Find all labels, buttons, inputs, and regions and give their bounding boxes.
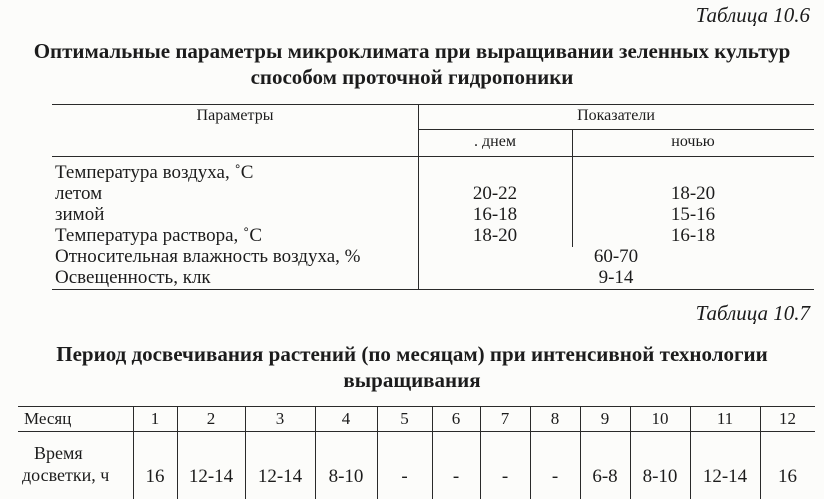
table-rule: [18, 431, 815, 432]
night-value: 15-16: [670, 204, 716, 225]
table-title: [0, 341, 824, 393]
table-rule: [18, 406, 815, 407]
month-cell: 1: [150, 409, 160, 428]
month-cell: 6: [451, 409, 461, 428]
header-night: ночью: [671, 133, 715, 150]
month-cell: 8: [550, 409, 560, 428]
param-cell: зимой: [55, 204, 105, 225]
hours-cell: 8-10: [642, 466, 678, 487]
table-rule: [52, 104, 814, 105]
night-value: 16-18: [670, 225, 716, 246]
row-label-time: Время: [34, 443, 83, 463]
table-caption: Таблица 10.7: [695, 301, 810, 325]
hours-cell: 12-14: [188, 466, 234, 487]
month-cell: 11: [716, 409, 734, 428]
night-value: 18-20: [670, 183, 716, 204]
hours-cell: 16: [778, 466, 797, 487]
merged-value: 9-14: [598, 267, 634, 288]
table-rule: [52, 289, 814, 290]
merged-value: 60-70: [593, 246, 639, 267]
table-title: [0, 38, 824, 90]
header-values: Показатели: [577, 107, 655, 124]
hours-cell: -: [401, 466, 408, 487]
param-cell: Температура воздуха, ˚С: [55, 162, 254, 183]
header-day: . днем: [474, 133, 516, 150]
table-rule: [52, 156, 814, 157]
month-cell: 10: [651, 409, 669, 428]
table-rule: [418, 129, 814, 130]
table-title-line: способом проточной гидропоники: [250, 65, 574, 89]
hours-cell: 16: [145, 466, 165, 487]
day-value: 16-18: [472, 204, 518, 225]
hours-cell: -: [452, 466, 460, 487]
param-cell: Температура раствора, ˚С: [55, 225, 263, 246]
header-params: Параметры: [196, 107, 274, 124]
row-label-month: Месяц: [24, 409, 72, 428]
param-cell: летом: [55, 183, 103, 204]
hours-cell: -: [551, 466, 559, 487]
day-value: 18-20: [472, 225, 518, 246]
month-cell: 9: [600, 409, 610, 428]
hours-cell: 8-10: [328, 466, 364, 487]
table-title-line: Оптимальные параметры микроклимата при выращивании зеленных культур: [33, 39, 791, 63]
row-label-time: досветки, ч: [22, 465, 110, 485]
month-cell: 4: [341, 409, 351, 428]
table-caption: Таблица 10.6: [695, 3, 810, 27]
month-cell: 12: [779, 409, 796, 428]
table-title-line: выращивания: [343, 368, 481, 392]
month-cell: 5: [400, 409, 409, 428]
table-title-line: Период досвечивания растений (по месяцам) при интенсивной технологии: [56, 342, 768, 366]
month-cell: 7: [500, 409, 510, 428]
month-cell: 3: [275, 409, 285, 428]
hours-cell: -: [501, 466, 509, 487]
month-cell: 2: [206, 409, 216, 428]
hours-cell: 6-8: [592, 466, 618, 487]
hours-cell: 12-14: [257, 466, 303, 487]
hours-cell: 12-14: [702, 466, 748, 487]
param-cell: Относительная влажность воздуха, %: [55, 246, 361, 267]
param-cell: Освещенность, клк: [55, 267, 211, 288]
day-value: 20-22: [472, 183, 518, 204]
